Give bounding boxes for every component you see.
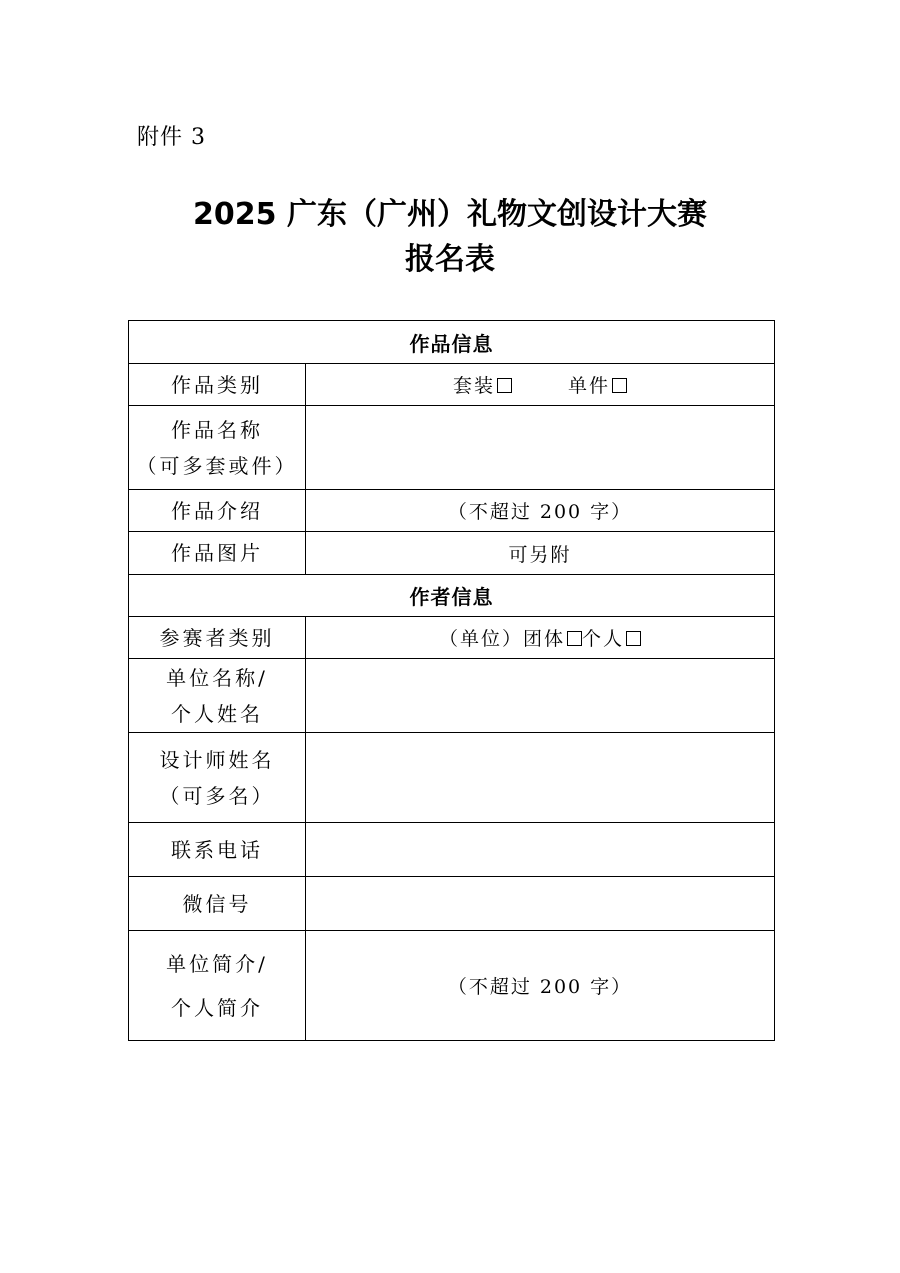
checkbox-group[interactable] — [567, 631, 582, 646]
option-single-label: 单件 — [568, 375, 611, 397]
row-work-intro — [129, 490, 775, 532]
option-set-label: 套装 — [452, 375, 495, 397]
label-org-name-line2: 个人姓名 — [171, 701, 263, 726]
label-work-category: 作品类别 — [129, 364, 306, 406]
label-phone: 联系电话 — [129, 823, 306, 877]
row-intro — [129, 931, 775, 1041]
label-intro-line1: 单位简介/ — [166, 951, 268, 976]
label-designer-line2: （可多名） — [159, 783, 275, 808]
field-designer[interactable] — [306, 733, 775, 823]
section-row-author — [129, 575, 775, 617]
field-phone[interactable] — [306, 823, 775, 877]
label-work-image: 作品图片 — [129, 532, 306, 575]
value-entrant-type — [306, 617, 775, 659]
row-work-image — [129, 532, 775, 575]
label-wechat: 微信号 — [129, 877, 306, 931]
field-intro[interactable]: （不超过 200 字） — [306, 931, 775, 1041]
row-designer — [129, 733, 775, 823]
field-wechat[interactable] — [306, 877, 775, 931]
label-intro — [129, 931, 306, 1041]
label-work-name — [129, 406, 306, 490]
label-designer — [129, 733, 306, 823]
row-org-name — [129, 659, 775, 733]
row-work-name — [129, 406, 775, 490]
label-org-name — [129, 659, 306, 733]
label-org-name-line1: 单位名称/ — [166, 665, 268, 690]
section-header-author: 作者信息 — [129, 575, 775, 617]
page-subtitle: 报名表 — [405, 242, 495, 277]
checkbox-set[interactable] — [497, 378, 512, 393]
label-work-name-line1: 作品名称 — [171, 417, 263, 442]
label-entrant-type: 参赛者类别 — [129, 617, 306, 659]
row-work-category — [129, 364, 775, 406]
label-work-name-line2: （可多套或件） — [136, 453, 298, 478]
label-work-intro: 作品介绍 — [129, 490, 306, 532]
attachment-label: 附件 3 — [137, 125, 206, 150]
field-work-name[interactable] — [306, 406, 775, 490]
value-work-category — [306, 364, 775, 406]
field-org-name[interactable] — [306, 659, 775, 733]
label-designer-line1: 设计师姓名 — [159, 747, 275, 772]
field-work-image[interactable]: 可另附 — [306, 532, 775, 575]
row-phone — [129, 823, 775, 877]
label-intro-line2: 个人简介 — [171, 995, 263, 1020]
field-work-intro[interactable]: （不超过 200 字） — [306, 490, 775, 532]
checkbox-single[interactable] — [612, 378, 627, 393]
option-individual-label: 个人 — [582, 628, 625, 650]
section-row-work — [129, 321, 775, 364]
page-title: 2025 广东（广州）礼物文创设计大赛 — [193, 197, 707, 232]
row-wechat — [129, 877, 775, 931]
row-entrant-type — [129, 617, 775, 659]
section-header-work: 作品信息 — [129, 321, 775, 364]
option-group-label: （单位）团体 — [438, 628, 565, 650]
checkbox-individual[interactable] — [626, 631, 641, 646]
registration-form-table — [128, 320, 775, 1041]
